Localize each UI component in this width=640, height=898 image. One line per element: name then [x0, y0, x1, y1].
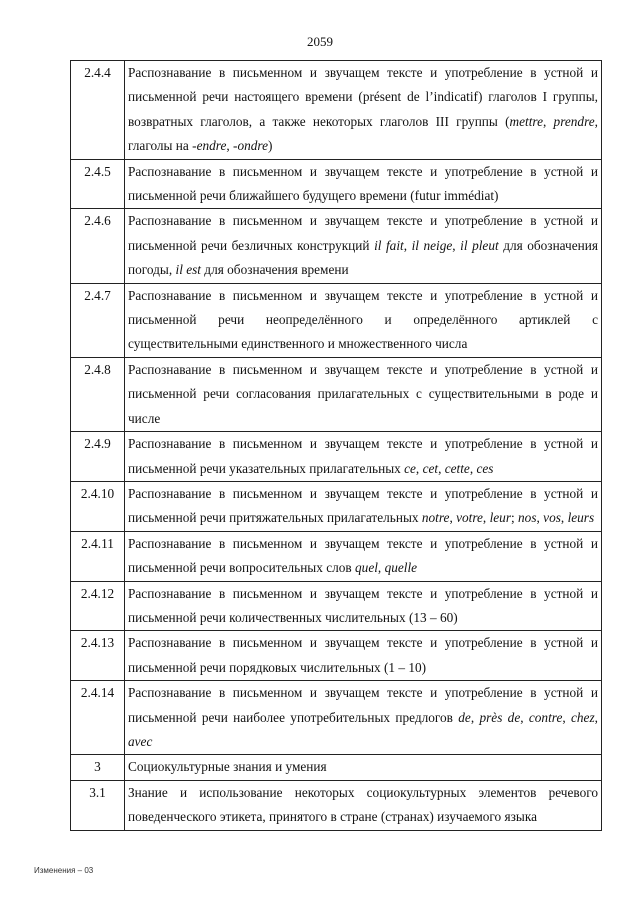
table-row [71, 681, 602, 755]
section-text [125, 159, 602, 209]
section-number: 2.4.8 [71, 357, 125, 431]
text-fragment: , [562, 709, 571, 725]
section-number: 2.4.6 [71, 209, 125, 283]
italic-term: vos [543, 510, 561, 526]
section-text [125, 283, 602, 357]
table-row [71, 631, 602, 681]
footer-note: Изменения – 03 [34, 866, 94, 875]
section-number: 2.4.9 [71, 432, 125, 482]
text-fragment: , [403, 237, 412, 253]
section-number: 2.4.14 [71, 681, 125, 755]
section-text [125, 357, 602, 431]
italic-term: il fait [374, 237, 404, 253]
text-fragment: , [469, 460, 477, 476]
text-fragment: Знание и использование некоторых социокультурных элементов речевого поведенческого этикета, принятого в стране (странах) изучаемого языка [128, 784, 598, 825]
italic-term: ce [404, 460, 416, 476]
italic-term: près de [479, 709, 521, 725]
section-number: 2.4.12 [71, 581, 125, 631]
text-fragment: Распознавание в письменном и звучащем тексте и употребление в устной и письменной речи безличных конструкций [128, 213, 598, 253]
text-fragment: Распознавание в письменном и звучащем тексте и употребление в устной и письменной речи неопределённого и определённого артиклей с существительными единственного и множественного числа [128, 287, 598, 352]
italic-term: mettre [509, 113, 543, 129]
curriculum-table [70, 60, 602, 831]
text-fragment: Распознавание в письменном и звучащем тексте и употребление в устной и письменной речи указательных прилагательных [128, 436, 598, 476]
text-fragment: , [543, 113, 554, 129]
italic-term: chez [571, 709, 595, 725]
text-fragment: , [470, 709, 480, 725]
text-fragment: , [415, 460, 423, 476]
section-text [125, 755, 602, 780]
section-text [125, 61, 602, 160]
text-fragment: Социокультурные знания и умения [128, 759, 327, 775]
section-number: 2.4.5 [71, 159, 125, 209]
text-fragment: Распознавание в письменном и звучащем тексте и употребление в устной и письменной речи притяжательных прилагательных [128, 485, 598, 526]
section-text [125, 531, 602, 581]
italic-term: il pleut [460, 237, 499, 253]
text-fragment: ) [268, 138, 273, 154]
italic-term: leur [489, 510, 511, 526]
italic-term: contre [528, 709, 563, 725]
italic-term: notre [421, 510, 450, 526]
section-number: 2.4.10 [71, 481, 125, 531]
table-row [71, 209, 602, 283]
italic-term: -endre [192, 138, 227, 154]
italic-term: leurs [567, 510, 595, 526]
text-fragment: Распознавание в письменном и звучащем тексте и употребление в устной и письменной речи порядковых числительных (1 – 10) [128, 635, 598, 675]
italic-term: quelle [384, 560, 418, 576]
italic-term: il neige [411, 237, 453, 253]
text-fragment: , [520, 709, 529, 725]
text-fragment: , [452, 237, 461, 253]
italic-term: nos [518, 510, 537, 526]
text-fragment: ; [511, 510, 519, 526]
table-row [71, 755, 602, 780]
italic-term: de [458, 709, 471, 725]
text-fragment: Распознавание в письменном и звучащем тексте и употребление в устной и письменной речи вопросительных слов [128, 535, 598, 576]
table-row [71, 357, 602, 431]
text-fragment: , глаголы на [128, 113, 598, 154]
text-fragment: , [594, 709, 598, 725]
text-fragment: Распознавание в письменном и звучащем тексте и употребление в устной и письменной речи наиболее употребительных предлогов [128, 685, 598, 725]
text-fragment: , [377, 560, 385, 576]
italic-term: avec [128, 733, 153, 749]
text-fragment: , [226, 138, 234, 154]
page-number: 2059 [307, 34, 333, 49]
table-row [71, 531, 602, 581]
text-fragment: , [482, 510, 490, 526]
italic-term: ces [476, 460, 494, 476]
section-text [125, 631, 602, 681]
section-text [125, 481, 602, 531]
table-row [71, 432, 602, 482]
section-number: 2.4.7 [71, 283, 125, 357]
text-fragment: Распознавание в письменном и звучащем тексте и употребление в устной и письменной речи согласования прилагательных с существительными в роде и числе [128, 361, 598, 426]
section-number: 3.1 [71, 780, 125, 830]
text-fragment: , [438, 460, 445, 476]
text-fragment: для обозначения погоды, [128, 237, 598, 278]
section-text [125, 209, 602, 283]
table-row [71, 283, 602, 357]
text-fragment: Распознавание в письменном и звучащем тексте и употребление в устной и письменной речи настоящего времени (présent de l’indicatif) глаголов I группы, возвратных глаголов, а также некоторых глаголов III группы ( [128, 65, 598, 129]
text-fragment: для обозначения времени [200, 262, 349, 278]
text-fragment: , [536, 510, 544, 526]
section-text [125, 681, 602, 755]
italic-term: il est [175, 262, 201, 278]
italic-term: votre [456, 510, 483, 526]
text-fragment: Распознавание в письменном и звучащем тексте и употребление в устной и письменной речи количественных числительных (13 – 60) [128, 585, 598, 625]
section-number: 2.4.11 [71, 531, 125, 581]
italic-term: -ondre [233, 138, 268, 154]
text-fragment: Распознавание в письменном и звучащем тексте и употребление в устной и письменной речи ближайшего будущего времени (futur immédiat) [128, 163, 598, 204]
italic-term: prendre [553, 113, 595, 129]
section-text [125, 780, 602, 830]
section-text [125, 432, 602, 482]
table-row [71, 61, 602, 160]
section-number: 2.4.13 [71, 631, 125, 681]
italic-term: cette [444, 460, 470, 476]
italic-term: quel [355, 560, 378, 576]
text-fragment: , [449, 510, 457, 526]
section-number: 2.4.4 [71, 61, 125, 160]
table-body [71, 61, 602, 831]
table-row [71, 780, 602, 830]
table-row [71, 159, 602, 209]
italic-term: cet [422, 460, 439, 476]
table-row [71, 581, 602, 631]
section-number: 3 [71, 755, 125, 780]
text-fragment: , [560, 510, 568, 526]
section-text [125, 581, 602, 631]
table-row [71, 481, 602, 531]
